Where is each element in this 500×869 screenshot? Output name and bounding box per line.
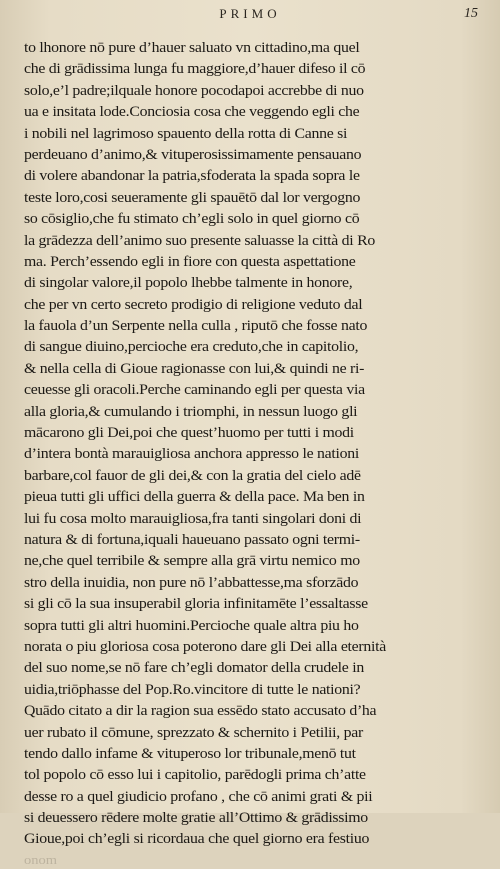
page-number: 15 <box>464 6 478 21</box>
text-line: tendo dallo infame & vituperoso lor tribunale,menō tut <box>24 745 356 762</box>
text-line: stro della inuidia, non pure nō l’abbattesse,ma sforzādo <box>24 574 359 591</box>
text-line: si deuessero rēdere molte gratie all’Ottimo & grādissimo <box>24 810 368 827</box>
bleed-through-text: onom <box>24 851 58 867</box>
text-line: ua e insitata lode.Conciosia cosa che veggendo egli che <box>24 104 360 121</box>
page-header <box>0 4 500 30</box>
text-line: la fauola d’un Serpente nella culla , riputō che fosse nato <box>24 318 368 335</box>
text-line: i nobili nel lagrimoso spauento della rotta di Canne si <box>24 125 348 142</box>
body-text <box>24 38 425 869</box>
text-line: Quādo citato a dir la ragion sua essēdo stato accusato d’ha <box>24 703 377 720</box>
text-line: che di grādissima lunga fu maggiore,d’hauer difeso il cō <box>24 61 366 78</box>
text-line: barbare,col fauor de gli dei,& con la gratia del cielo adē <box>24 467 361 484</box>
text-line: to lhonore nō pure d’hauer saluato vn cittadino,ma quel <box>24 40 360 56</box>
text-line: sopra tutti gli altri huomini.Percioche quale altra piu ho <box>24 617 359 634</box>
text-line: pieua tutti gli uffici della guerra & della pace. Ma ben in <box>24 489 365 506</box>
text-line: uidia,triōphasse del Pop.Ro.vincitore di tutte le nationi? <box>24 681 361 698</box>
text-line: solo,e’l padre;ilquale honore pocodapoi accrebbe di nuo <box>24 82 364 99</box>
text-line: che per vn certo secreto prodigio di religione veduto dal <box>24 296 363 313</box>
text-line: uer rubato il cōmune, sprezzato & schernito i Petilii, par <box>24 724 363 741</box>
text-line: so cōsiglio,che fu stimato ch’egli solo in quel giorno cō <box>24 211 360 228</box>
text-line: natura & di fortuna,iquali haueuano passato ogni termi- <box>24 531 360 548</box>
text-line: ceuesse gli oracoli.Perche caminando egli per questa via <box>24 382 365 399</box>
text-line: lui fu cosa molto marauigliosa,fra tanti singolari doni di <box>24 510 362 527</box>
text-line: di singolar valore,il popolo lhebbe talmente in honore, <box>24 275 353 292</box>
text-line: tol popolo cō esso lui i capitolio, parēdogli prima ch’atte <box>24 767 366 784</box>
text-line: alla gloria,& cumulando i triomphi, in nessun luogo gli <box>24 403 358 420</box>
text-line: la grādezza dell’animo suo presente saluasse la città di Ro <box>24 232 375 249</box>
running-title: PRIMO <box>219 6 281 21</box>
text-line: mācarono gli Dei,poi che quest’huomo per tutti i modi <box>24 425 354 442</box>
text-line: si gli cō la sua insuperabil gloria infinitamēte l’essaltasse <box>24 596 368 613</box>
text-line: del suo nome,se nō fare ch’egli domator della crudele in <box>24 660 364 677</box>
text-line: d’intera bontà marauigliosa anchora appresso le nationi <box>24 446 359 463</box>
text-line: & nella cella di Gioue ragionasse con lui,& quindi ne ri- <box>24 360 365 377</box>
text-line: perdeuano d’animo,& vituperosissimamente pensauano <box>24 146 362 163</box>
text-line: teste loro,cosi seueramente gli spauētō dal lor vergogno <box>24 189 361 206</box>
text-line: desse ro a quel giudicio profano , che cō animi grati & pii <box>24 788 373 805</box>
text-line: ma. Perch’essendo egli in fiore con questa aspettatione <box>24 253 356 270</box>
text-line: di sangue diuino,percioche era creduto,che in capitolio, <box>24 339 359 356</box>
text-line: Gioue,poi ch’egli si ricordaua che quel giorno era festiuo <box>24 831 370 848</box>
text-line: norata o piu gloriosa cosa poterono dare gli Dei alla eternità <box>24 638 386 655</box>
text-line: di volere abandonar la patria,sfoderata la spada sopra le <box>24 168 360 185</box>
text-line: ne,che quel terribile & sempre alla grā virtu nemico mo <box>24 553 360 570</box>
